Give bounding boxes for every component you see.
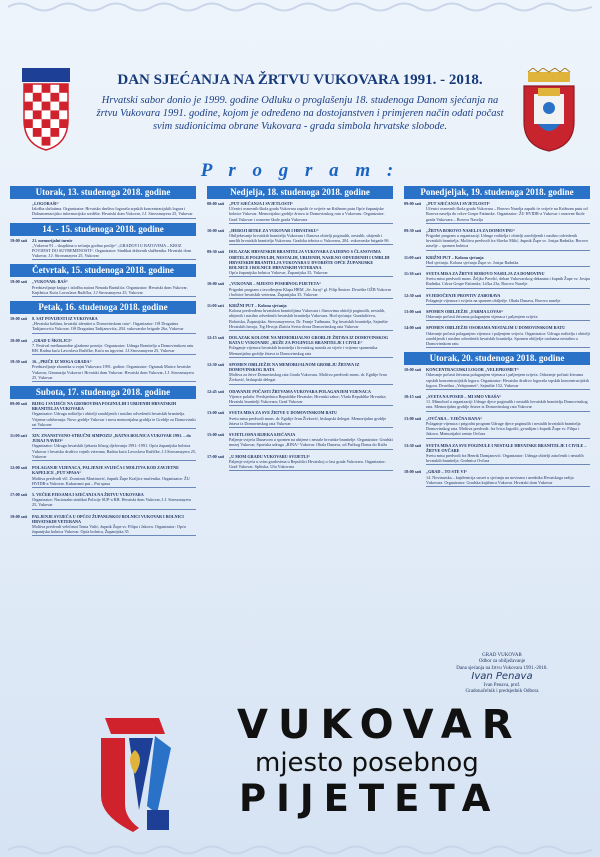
event-description: Paljenje svijeća u svim gradovima u Republici Hrvatskoj u čast grada Vukovara. Organizator: Grad Vukovar. Splitska, Uša Vukovara [229,458,386,469]
event-description: Molitva predvodi vlč. Zvonimir Martinović, župnik Župe Kraljice mučenika. Organizator: ŽU HVIDR-a Vukovar. Kukuruzni put – Put spasa [32,475,190,486]
event-divider [32,259,196,260]
signature-line3: Dana sjećanja na žrtvu Vukovara 1991.-2018. [456,665,548,671]
event-divider [229,384,393,385]
signature-block [414,653,590,695]
event-title: „SVETA NA POSED – MI SMO VRAŠA“ [426,394,502,400]
event-divider [32,218,196,219]
croatian-coat-of-arms [22,68,70,152]
event-description: Molitva za žrtve Domovinskog rata Grada Vukovara. Molitvu predvodi mons. dr. Egidije Ivan Živković, biskupski delegat [229,372,387,383]
program-event [404,255,590,267]
event-divider [426,288,590,289]
program-column-1 [10,186,196,540]
event-divider [229,298,393,299]
handwritten-signature: Ivan Penava [471,671,533,683]
event-title: „GRAD U ŠKOLJCI“ [32,337,73,343]
event-divider [32,535,196,536]
event-title: SPOMEN OBILJEŽJE OSOBAMA NESTALIM U DOMOVINSKOM RATU [426,325,566,331]
event-divider [32,333,196,334]
event-description: Polaganje vijenaca i svijeća na spomen obilježje. Obala Dunava, Borovo naselje [426,297,561,303]
signature-role: Gradonačelnik i predsjednik Odbora [465,689,539,695]
event-time: 19:00 sati [10,513,28,519]
program-event [404,293,590,305]
event-body [32,492,196,510]
day-header: Subota, 17. studenoga 2018. godine [10,386,196,399]
event-body [426,228,590,251]
program-event [404,469,590,487]
top-ornament [8,0,592,14]
event-title: „LOGORAŠI“ [32,201,59,206]
event-time: 10:00 sati [10,316,28,322]
event-description: Odavanje počasti žrtvama polaganjem vijenaca i paljenjem svijeća [426,314,538,320]
event-time: 12:30 sati [404,292,422,298]
event-divider [32,354,196,355]
event-title: KRIŽNI PUT – Kolona sjećanja [426,254,484,260]
program-event [10,201,196,219]
event-divider [426,411,590,412]
event-divider [229,470,393,471]
event-body [426,443,590,466]
program-event [10,433,196,461]
event-divider [426,347,590,348]
program-event [404,271,590,289]
day-header: Petak, 16. studenoga 2018. godine [10,301,196,314]
event-title: SVETA MISA ZA SVE ŽRTVE U DOMOVINSKOM RATU [229,410,338,416]
event-description: Organizator: Udruga roditelja i obitelji zarobljenih i nasilno odvedenih hrvatskih branitelja. Vrijeme održavanja: Novo groblje Vukovar i nova memorijalna groblja te Groblje za Domovinski rat Vukovar [32,411,196,427]
event-body [32,238,196,261]
program-event [10,338,196,356]
event-divider [426,266,590,267]
event-body [229,362,393,385]
program-event [10,514,196,537]
event-time: 09:00 sati [10,401,28,407]
event-body [426,271,590,289]
event-body [32,316,196,334]
intro-text: Hrvatski sabor donio je 1999. godine Odluku o proglašenju 18. studenoga Danom sjećanja na žrtvu Vukovara 1991. godine, kojom je određeno na dostojanstven i primjeren način odati počast svim sudionicima obrane Vukovara - grada simbola hrvatske slobode. [96,95,504,132]
event-title: „OVČARA – VJEČNA RANA“ [426,415,483,421]
event-title: SPOMEN OBILJEŽJE „FARMA LOVAS“ [426,309,504,315]
event-body [229,201,393,224]
day-header: Utorak, 20. studenoga 2018. godine [404,352,590,365]
program-event [404,367,590,390]
event-title: 5. VEČER PJESAMA I SJEĆANJA NA ŽRTVU VUKOVARA [32,491,144,497]
event-divider [32,509,196,510]
event-divider [32,428,196,429]
event-time: 12:30 sati [207,361,225,367]
program-event [207,335,393,358]
event-body [229,335,393,358]
day-header: 14. - 15. studenoga 2018. godine [10,223,196,236]
event-title: SPOMEN OBILJEŽJE NA MEMORIJALNOM GROBLJU ŽRTAVA IZ DOMOVINSKOG RATA [229,361,360,373]
event-divider [229,276,393,277]
signature-line2: Odbor za obilježavanje [478,659,526,665]
event-description: „Hrvatska baština, hrvatski identitet u Domovinskom ratu“. Organizator: OŠ Dragutina Tadijanovića Vukovar. OŠ Dragutina Tadijanovića, 204. vukovarske brigade 26a, Vukovar [32,321,184,332]
event-body [32,279,196,297]
event-time: 17:00 sati [10,491,28,497]
event-time: 12:45 sati [207,388,225,394]
event-divider [229,244,393,245]
event-description: Odavanje počasti žrtvama polaganjem vijenaca i paljenjem svijeća. Odavanje počasti žrtvama srpskih koncentracijskih logora. Organizator: Hrvatsko društvo logoraša srpskih koncentracijskih logora. Dvorišna „Velepromet“, Sajmište 152, Vukovar [426,372,589,388]
event-divider [229,223,393,224]
day-header: Nedjelja, 18. studenoga 2018. godine [207,186,393,199]
event-title: XIV. ZNANSTVENO-STRUČNI SIMPOZIJ „RATNA BOLNICA VUKOVAR 1991. – do JURAJ NAVRO“ [32,433,191,444]
event-body [32,433,196,461]
event-description: Predstavljanje knjige i izložba autora Nenada Bartulića. Organizator: Hrvatski dom Vukovar. Knjižnica Kuća Lavoslava Ružička, J.J Strossmayera 25, Vukovar [32,284,188,295]
program-event [207,432,393,450]
event-body [229,389,393,407]
event-time: 13:00 sati [404,415,422,421]
event-body [229,303,393,331]
event-description: Organizator: Nacionalni sindikat Policije SUP-a RH. Hrvatski dom Vukovar, J.J. Strossmayera 25, Vukovar [32,497,191,508]
program-event [10,359,196,382]
event-title: PALJENJE SVIJEĆA U OPĆOJ ŽUPANIJSKOJ BOLNICI VUKOVAR I BOLNICI HRVATSKIH VETERANA [32,513,184,524]
event-time: 09:30 sati [207,249,225,255]
program-event [10,465,196,488]
event-body [426,469,590,487]
event-time: 17:00 sati [207,453,225,459]
event-title: „ŽRTVA BOROVO NASELJA ZA DOMOVINU“ [426,227,516,233]
event-time: 12:00 sati [10,465,28,471]
event-time: 13:00 sati [404,309,422,315]
signature-name: Ivan Penava, prof. [483,682,521,688]
event-divider [229,330,393,331]
program-event [207,281,393,299]
event-body [229,281,393,299]
event-divider [426,320,590,321]
event-description: Prigodni program s izvođenjem Klapa HRM „Sv. Juraj“ gl. Filip Šmicer. Dvorište OŽB Vukovar i bolnice hrvatskih veterana, Županijska 35, Vukovar [229,286,391,297]
event-description: Svetu misu predvodi fra Henrik Damjanović. Organizator: Udruga obitelji zatočenih i nestalih hrvatskih branitelja. Grobnica Ovčara [426,452,584,464]
event-title: SVJEDOČENJE PRONTIV ZABORAVA [426,292,501,298]
event-body [32,514,196,537]
program-event [404,201,590,224]
program-event [10,492,196,510]
program-event [404,443,590,466]
program-event [10,279,196,297]
program-event [404,325,590,348]
event-time: 19:30 sati [10,359,28,365]
event-description: Opća županijska bolnica Vukovar, Županijska 35, Vukovar [229,270,328,276]
bottom-ornament [8,843,592,857]
event-body [32,201,196,219]
event-description: Predstavljanje zbornika u vojni Vukovara 1991. godine. Organizator: Ogranak Matice hrvatske Vukovar, Gimnazija Vukovar i Hrvatski dom Vukovar. Hrvatski dom Vukovar, J.J. Strossmayera 25, Vukovar [32,364,194,380]
event-divider [229,357,393,358]
event-title: DOLAZAK KOLONE NA MEMORIJALNO GROBLJE ŽRTAVA IZ DOMOVINSKOG RATA U VUKOVARU „RUŽE ZA POGINULE BRANITELJE I CIVILE“ [229,335,389,346]
event-time: 18:00 sati [10,337,28,343]
event-time: 11:00 sati [10,433,27,439]
event-time: 14:00 sati [404,325,422,331]
program-event [207,228,393,246]
event-time: 11:00 sati [207,303,224,309]
program-column-3 [404,186,590,491]
program-event [404,309,590,321]
wordmark-pijeteta: PIJETETA [239,777,501,820]
event-title: 21. memorijalni turnir [32,237,73,243]
event-body [426,367,590,390]
program-event [207,410,393,428]
event-title: „HEROJI BITKE ZA VUKOVAR I HRVATSKU“ [229,227,319,233]
event-title: „U MOM GRADU VUKOVARU SVIJETLI“ [229,453,311,459]
event-divider [229,427,393,428]
event-title: BIJEG I SVIJEĆE NA GROBOVIMA POGINULIH I UBIJENIH HRVATSKIH BRANITELJA VUKOVARA [32,401,176,412]
event-description: Izložba slušatima. Organizator: Hrvatsko društvo logoraša srpskih koncentracijskih logora i Dokumentacijsko informacijsko središte. Hrvatski dom Vukovar, J.J. Strossmayera 25, Vukovar [32,206,193,217]
event-title: ODAVANJE POČASTI ŽRTVAMA VUKOVARA POLAGANJEM VIJENACA [229,388,371,394]
event-description: Vijence polažu: Predsjednica Republike Hrvatske; Hrvatski sabor; Vlada Republike Hrvatske; Hrvatski branitelji Vukovara; Grad Vukovar [229,393,387,405]
event-description: Svetu misu predvodi mons. Željko Pavelić, dekan Vukovarskog dekanata i župnik Župe sv. Josipa Radnika. Crkva Gospe Fatimske, Lička 23a, Borovo Naselje [426,276,590,287]
event-divider [426,486,590,487]
event-body [229,410,393,428]
event-body [229,249,393,277]
program-event [207,303,393,331]
event-description: 14. Novinarska – knjiženicija susret u sjećanju na novinara i urednika Hrvatskoga radija Vukovara. Organizator: Gradska knjižnica Vukovar. Hrvatski dom Vukovar [426,474,574,485]
event-body [426,255,590,267]
event-description: Obilježavanje hrvatskih branitelja Vukovara i članova obitelji poginulih, nestalih, ubijenih i umrlih hrvatskih branitelja Vukovara. Gradska tržnica u Vukovaru, 204. vukovarske brigade 86 [229,233,389,244]
event-time: 10:15 sati [404,394,422,400]
event-title: 16. „PRIČE IZ MOGA GRADA“ [32,359,92,365]
event-body [32,338,196,356]
event-time: 13:30 sati [404,442,422,448]
event-body [32,401,196,429]
event-time: 11:00 sati [404,254,421,260]
wordmark-mjesto-posebnog: mjesto posebnog [255,748,479,778]
event-body [426,309,590,321]
program-event [207,249,393,277]
event-time [10,201,32,219]
event-title: KONCENTRACIJSKI LOGOR „VELEPROMET“ [426,367,519,373]
event-description: Hod sjećanja. Kolona sjećanja Župe sv. Josipa Radnika [426,259,519,265]
event-body [32,465,196,488]
event-title: „VUKOVAR: BAŠ“ [32,279,68,285]
event-divider [32,296,196,297]
program-event [404,416,590,439]
event-description: Učenici osnovnih škola grada Vukovara zapalit će svijeće na Križnom putu Opće županijske bolnice Vukovar. Memorijalno groblje žrtava iz Domovinskog rata u Vukovaru. Organizator: Grad Vukovar i osnovne škole grada Vukovara [229,206,385,222]
event-description: Polaganje vijenaca i prigodni program Udruge djece poginulih i nestalih hrvatskih branitelja Domovinskog rata. Molitva predvodi: fra Ivica Jagodić, gvardijan i župnik Župe sv. Filipa i Jakova. Memorijalni centar Ovčara [426,420,581,437]
program-column-2 [207,186,393,475]
event-description: Organizator: Udruga hrvatskih ljekaria ličnog djelovanja 1991.-1991. Opća županijska bolnica Vukovar i hrvatsko društvo vojnih veterana. Radnu kuća Lavoslava Ružičke, J.J.Strossmayera 25, Vukovar [32,443,196,459]
event-title: 8. SAT POVIJESTI IZ VUKOVARA [32,316,98,322]
event-body [229,432,393,450]
day-header: Četvrtak, 15. studenoga 2018. godine [10,264,196,277]
wordmark-vukovar: VUKOVAR [237,702,523,748]
program-event [10,401,196,429]
event-description: Prigodni program u organizaciji Udruge roditelja i obitelji zarobljenih i nasilno odvedenih hrvatskih branitelja. Molitva predvodi fra Slavko Milić, župnik Župe sv. Josipa Radnika. Borovo naselje – spomen bolnica [426,233,589,249]
event-description: Paljenje svijeća Dunavom u spomen na ubijene i nestale hrvatske branitelje. Organizator: Gradski muzej Vukovar, Sportska udruga „RINA“ Vukovar. Obala Dunava, od Pučkog Doma do Križa [229,437,393,448]
event-title: POLAGANJE VIJENACA, PALJENJE SVIJEĆA I MOLITVA KOD ZAVJETNE KAPELICE „PUT SPASA“ [32,465,179,476]
program-event [207,454,393,472]
event-divider [32,460,196,461]
event-divider [426,250,590,251]
event-description: Kolona predvođena hrvatskim braniteljima Vukovara i članovima obitelji poginulih, nestalih, ubijenih i nasilno odvedenih hrvatskih branitelja Vukovara. Hod sjećanja: Gundulićeva, Bobotska, Županijska, Stressmayerova, Dr. Franje Tuđmana, Trg hrvatskih branitelja, Sajmište Hrvatskih heroja, Trg Hrvoja Zlatića Sveta dvora Domovinskog rata Vukovar [229,308,388,329]
event-body [426,201,590,224]
poster-title: DAN SJEĆANJA NA ŽRTVU VUKOVARA 1991. - 2018. [117,72,483,88]
event-time: 10:00 sati [404,367,422,373]
event-description: 7. Festival međunarodne glazbene poezije. Organizator: Udruga Branitelja u Domovinskom ratu RH. Radnu kuća Lavoslava Ružičke, Kuća na trgovini. J.J.Strossmayera 25, Vukovar [32,342,194,354]
event-description: 11. Mimohod u organizaciji Udruge djece poginulih i nestalih hrvatskih branitelja Domovinskog rata. Memorijalno groblje žrtava iz Domovinskog rata Vukovar [426,399,588,410]
event-divider [32,487,196,488]
event-divider [426,304,590,305]
program-event [404,394,590,412]
event-title: SVETA MISA ZA SVE POGINULE I NESTALE HRVATSKE BRANITELJE I CIVILE – ŽRTVE OVČARE [426,442,587,453]
program-event [207,389,393,407]
event-time: 19:00 sati [10,279,28,285]
event-divider [426,223,590,224]
event-body [229,228,393,246]
event-divider [229,449,393,450]
event-body [229,454,393,472]
event-time: 10:00 sati [207,227,225,233]
event-title: „PUT SJEĆANJA I SVJETLOSTI“ [229,201,294,206]
program-event [207,201,393,224]
event-divider [426,389,590,390]
signature-line1: GRAD VUKOVAR [482,653,522,658]
day-header: Utorak, 13. studenoga 2018. godine [10,186,196,199]
event-description: Svetu misu predvodi mons. dr. Egidije Ivan Živković, biskupski delegat. Memorijalno groblje žrtava iz Domovinskog rata Vukovar [229,415,387,426]
event-description: Molitva predvodi velečasni Toma Vulić, župnik Župe sv. Filipa i Jakova. Organizator: Opća županijska bolnica Vukovar. Opća bolnica, Županijska 35 [32,523,186,535]
program-heading: P r o g r a m : [200,160,400,181]
event-title: „GRAD – TO STE VI“ [426,469,468,475]
event-description: Odavanje počasti polaganjem vijenaca i paljenjem svijeća. Organizator: Udruga roditelja i obitelji zarobljenih i nasilno odvedenih hrvatskih branitelja. Spomen obilježje osobama nestalim u Domovinskom ratu [426,330,590,347]
event-description: „Vukovar 91 – skupština u sećanju godina poslije“ „GRADOVI U RATOVIMA – KROZ POVIJEST DO SUVREMENOSTI“. Organizator: Sindikat državnih službenika. Hrvatski dom Vukovar, J.J. Strossmayera 25, Vukovar [32,242,191,259]
event-title: „PUT SJEĆANJA I SVJETLOSTI“ [426,201,491,206]
event-divider [32,381,196,382]
event-time: 09:30 sati [404,227,422,233]
event-time: 11:30 sati [404,271,421,277]
event-divider [426,464,590,465]
program-event [404,228,590,251]
event-title: SVJETLOSNA RIJEKA SJEĆANJA [229,431,296,437]
event-time: 09:00 sati [404,201,422,206]
event-body [426,293,590,305]
program-event [10,238,196,261]
event-title: KRIŽNI PUT – Kolona sjećanja [229,303,287,309]
program-event [207,362,393,385]
event-divider [426,438,590,439]
event-body [32,359,196,382]
event-time: 08:00 sati [207,201,225,206]
event-description: Polaganje vijenaca hrvatskih branitelja i hrvatskog naroda za vijeće i vrijeme spomenika. Memorijalno groblje žrtava iz Domovinskog rata [229,345,379,356]
event-description: Učenici osnovnih škola grada Vukovara – Borovo Naselja zapalit će svijeće na Križnom putu od Borova naselja do crkve Gospe Fatimske. Organizator: ŽU HVIDR-a Vukovar i osnovne škole grada Vukovara – Borovo Naselja [426,206,588,222]
event-title: „VUKOVAR – MJESTO POSEBNOG PIJETETA“ [229,281,322,287]
event-body [426,325,590,348]
event-time: 19:00 sati [10,237,28,243]
event-time: 18:00 sati [404,469,422,475]
day-header: Ponedjeljak, 19. studenoga 2018. godine [404,186,590,199]
event-time: 12:15 sati [207,335,225,341]
event-body [426,416,590,439]
program-event [10,316,196,334]
vukovar-heart-logo [95,714,177,834]
event-body [426,394,590,412]
event-title: SVETA MISA ZA ŽRTVE BOROVO NASELJA ZA DOMOVINU [426,271,545,277]
event-time: 15:00 sati [207,431,225,437]
event-divider [229,405,393,406]
event-title: DOLAZAK HRVATSKIH BRANITELJA VUKOVARA ZAJEDNO S ČLANOVIMA OBITELJI POGINULIH, NESTALIH, UBIJENIH, NASILNO ODVEDENIH I UMRLIH HRVATSKIH BRANITELJA VUKOVARA U DVORIŠTE OPĆE ŽUPANIJSKE BOLNICE I BOLNICE HRVATSKIH VETERANA [229,249,390,271]
event-time: 10:00 sati [207,281,225,287]
event-time: 13:00 sati [207,410,225,416]
vukovar-coat-of-arms [520,68,578,152]
